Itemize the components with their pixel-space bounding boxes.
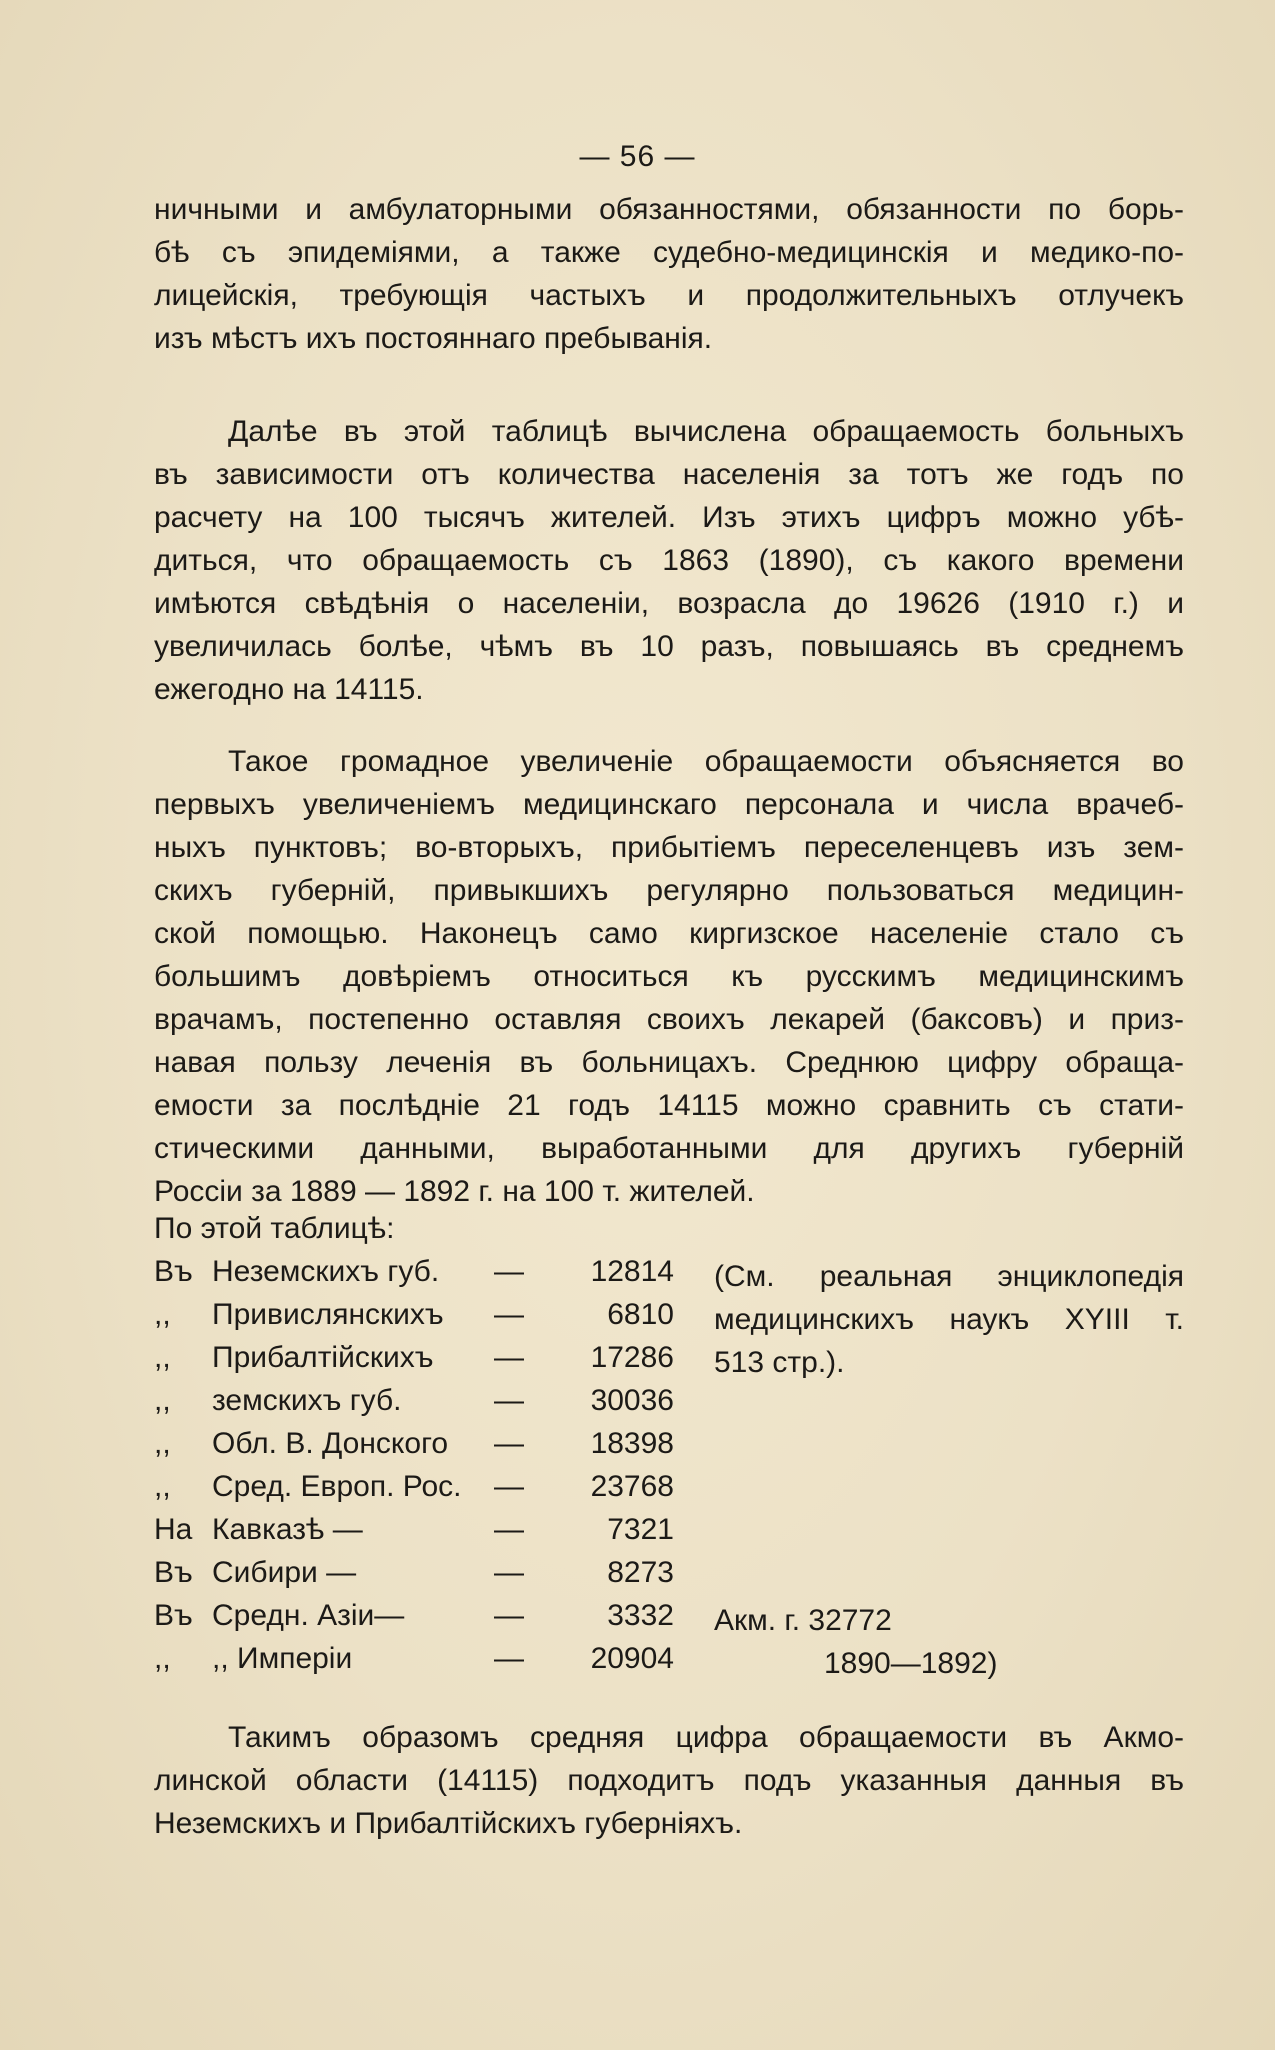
text-line: Такое громадное увеличеніе обращаемости объясняется во: [228, 745, 1184, 778]
row-prefix: ,,: [154, 1341, 171, 1374]
row-region: Обл. В. Донского: [212, 1427, 449, 1460]
row-region: ,, Имперіи: [212, 1642, 353, 1675]
note-line: (См. реальная энциклопедія: [714, 1260, 1184, 1293]
text-line: стическими данными, выработанными для другихъ губерній: [154, 1132, 1184, 1165]
row-value: 6810: [607, 1298, 674, 1331]
row-dash: —: [494, 1556, 524, 1589]
table-row: [154, 1599, 1184, 1642]
text-line: расчету на 100 тысячъ жителей. Изъ этихъ цифръ можно убѣ-: [154, 501, 1184, 534]
note-line: 513 стр.).: [714, 1346, 845, 1379]
text-line: врачамъ, постепенно оставляя своихъ лекарей (баксовъ) и приз-: [154, 1003, 1184, 1036]
row-prefix: На: [154, 1513, 193, 1546]
text-line: ежегодно на 14115.: [154, 673, 424, 706]
text-line: въ зависимости отъ количества населенія за тотъ же годъ по: [154, 458, 1184, 491]
text-line: навая пользу леченія въ больницахъ. Среднюю цифру обраща-: [154, 1046, 1184, 1079]
table-row: [154, 1556, 1184, 1599]
text-line: Россіи за 1889 — 1892 г. на 100 т. жителей.: [154, 1175, 755, 1208]
row-prefix: ,,: [154, 1384, 171, 1417]
row-region: Неземскихъ губ.: [212, 1255, 440, 1288]
akmolinsk-years: 1890—1892): [824, 1647, 998, 1680]
row-dash: —: [494, 1427, 524, 1460]
row-dash: —: [494, 1384, 524, 1417]
akmolinsk-note: [714, 1599, 1014, 1685]
text-line: Такимъ образомъ средняя цифра обращаемости въ Акмо-: [228, 1721, 1184, 1754]
row-value: 8273: [607, 1556, 674, 1589]
table-title: По этой таблицѣ:: [154, 1212, 395, 1245]
row-dash: —: [494, 1470, 524, 1503]
text-line: линской области (14115) подходитъ подъ указанныя данныя въ: [154, 1764, 1184, 1797]
row-region: земскихъ губ.: [212, 1384, 402, 1417]
row-prefix: ,,: [154, 1427, 171, 1460]
row-value: 20904: [590, 1642, 674, 1675]
row-prefix: Въ: [154, 1255, 193, 1288]
paragraph-3: [154, 740, 1184, 1213]
text-line: диться, что обращаемость съ 1863 (1890), съ какого времени: [154, 544, 1184, 577]
row-prefix: ,,: [154, 1470, 171, 1503]
text-line: первыхъ увеличеніемъ медицинскаго персонала и числа врачеб-: [154, 788, 1184, 821]
table-row: [154, 1513, 1184, 1556]
row-prefix: Въ: [154, 1556, 193, 1589]
row-value: 12814: [590, 1255, 674, 1288]
table-row: [154, 1427, 1184, 1470]
row-value: 7321: [607, 1513, 674, 1546]
akmolinsk-value: Акм. г. 32772: [714, 1604, 892, 1637]
row-region: Сибири —: [212, 1556, 357, 1589]
row-value: 18398: [590, 1427, 674, 1460]
row-dash: —: [494, 1642, 524, 1675]
row-dash: —: [494, 1599, 524, 1632]
paragraph-2: [154, 410, 1184, 711]
row-value: 3332: [607, 1599, 674, 1632]
row-dash: —: [494, 1298, 524, 1331]
row-region: Кавказѣ —: [212, 1513, 363, 1546]
text-line: изъ мѣстъ ихъ постояннаго пребыванія.: [154, 322, 713, 355]
row-dash: —: [494, 1513, 524, 1546]
row-prefix: ,,: [154, 1298, 171, 1331]
table-row: [154, 1470, 1184, 1513]
row-region: Привислянскихъ: [212, 1298, 444, 1331]
row-value: 17286: [590, 1341, 674, 1374]
text-line: емости за послѣдніе 21 годъ 14115 можно сравнить съ стати-: [154, 1089, 1184, 1122]
row-region: Средн. Азіи—: [212, 1599, 405, 1632]
row-region: Сред. Европ. Рос.: [212, 1470, 462, 1503]
text-line: большимъ довѣріемъ относиться къ русскимъ медицинскимъ: [154, 960, 1184, 993]
table-row: [154, 1642, 1184, 1685]
text-line: ской помощью. Наконецъ само киргизское населеніе стало съ: [154, 917, 1184, 950]
row-region: Прибалтійскихъ: [212, 1341, 434, 1374]
text-line: Далѣе въ этой таблицѣ вычислена обращаемость больныхъ: [228, 415, 1184, 448]
page-number: — 56 —: [579, 140, 696, 173]
row-dash: —: [494, 1255, 524, 1288]
text-line: имѣются свѣдѣнія о населеніи, возрасла до 19626 (1910 г.) и: [154, 587, 1184, 620]
text-line: Неземскихъ и Прибалтійскихъ губерніяхъ.: [154, 1807, 743, 1840]
note-line: медицинскихъ наукъ XYIII т.: [714, 1303, 1184, 1336]
text-line: ничными и амбулаторными обязанностями, обязанности по борь-: [154, 193, 1184, 226]
text-line: скихъ губерній, привыкшихъ регулярно пользоваться медицин-: [154, 874, 1184, 907]
row-value: 30036: [590, 1384, 674, 1417]
row-prefix: Въ: [154, 1599, 193, 1632]
reference-note: [714, 1255, 1184, 1384]
row-prefix: ,,: [154, 1642, 171, 1675]
paragraph-1: [154, 188, 1184, 360]
table-row: [154, 1384, 1184, 1427]
row-value: 23768: [590, 1470, 674, 1503]
paragraph-4: [154, 1716, 1184, 1845]
text-line: бѣ съ эпидеміями, а также судебно-медицинскія и медико-по-: [154, 236, 1184, 269]
row-dash: —: [494, 1341, 524, 1374]
text-line: увеличилась болѣе, чѣмъ въ 10 разъ, повышаясь въ среднемъ: [154, 630, 1184, 663]
text-line: ныхъ пунктовъ; во-вторыхъ, прибытіемъ переселенцевъ изъ зем-: [154, 831, 1184, 864]
text-line: лицейскія, требующія частыхъ и продолжительныхъ отлучекъ: [154, 279, 1184, 312]
